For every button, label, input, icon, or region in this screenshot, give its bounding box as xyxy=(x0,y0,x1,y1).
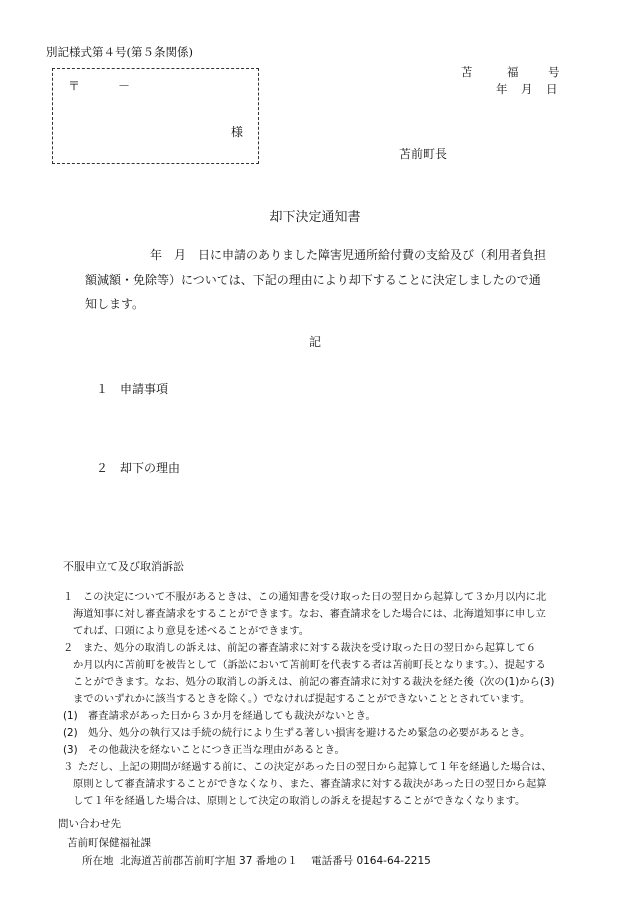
appeal-p2-line4: までのいずれかに該当するときを除く。）でなければ提起することができないこととされています。 xyxy=(73,693,531,705)
contact-heading: 問い合わせ先 xyxy=(58,818,121,830)
appeal-sub2-text: 処分、処分の執行又は手続の続行により生ずる著しい損害を避けるため緊急の必要があるとき。 xyxy=(88,727,531,739)
doc-number-suffix: 号 xyxy=(548,65,560,79)
body-line-3: 知します。 xyxy=(85,297,145,311)
date-month: 月 xyxy=(521,82,533,96)
appeal-p1-number: １ xyxy=(63,591,74,603)
document-date xyxy=(496,81,558,97)
body-line-1: 年 月 日に申請のありました障害児通所給付費の支給及び（利用者負担 xyxy=(150,248,547,262)
appeal-sub3-text: その他裁決を経ないことにつき正当な理由があるとき。 xyxy=(88,744,345,756)
appeal-p1-line2: 海道知事に対し審査請求をすることができます。なお、審査請求をした場合には、北海道知事に申し立 xyxy=(73,608,546,620)
appeal-sub1-number: (1) xyxy=(63,710,78,722)
issuer: 苫前町長 xyxy=(399,147,448,161)
contact-department: 苫前町保健福祉課 xyxy=(67,837,151,849)
date-year: 年 xyxy=(496,82,508,96)
doc-number-middle: 福 xyxy=(507,65,519,79)
appeal-sub2-number: (2) xyxy=(63,727,78,739)
appeal-p3-line1: ただし、上記の期間が経過する前に、この決定があった日の翌日から起算して１年を経過した場合は、 xyxy=(78,761,552,773)
appeal-p1-line1: この決定について不服があるときは、この通知書を受け取った日の翌日から起算して３か月以内に北 xyxy=(83,591,547,603)
address-label: 所在地 xyxy=(82,855,114,867)
appeal-p2-line2: か月以内に苫前町を被告として（訴訟において苫前町を代表する者は苫前町長となります。）、提起する xyxy=(73,659,546,671)
appeal-p2-line1: また、処分の取消しの訴えは、前記の審査請求に対する裁決を受け取った日の翌日から起算して６ xyxy=(83,642,537,654)
postal-dash: － xyxy=(118,79,131,93)
appeal-heading: 不服申立て及び取消訴訟 xyxy=(63,560,184,573)
appeal-p3-line3: して１年を経過した場合は、原則として決定の取消しの訴えを提起することができなくなります。 xyxy=(73,795,526,807)
body-line-2: 額減額・免除等）については、下記の理由により却下することに決定しましたので通 xyxy=(85,273,541,287)
document-title: 却下決定通知書 xyxy=(269,210,361,225)
address-box xyxy=(52,68,259,164)
contact-line xyxy=(82,853,431,868)
appeal-sub3-number: (3) xyxy=(63,744,78,756)
form-number: 別記様式第４号(第５条関係) xyxy=(46,45,193,59)
phone-value: 0164-64-2215 xyxy=(356,855,431,867)
address-value: 北海道苫前郡苫前町字旭 37 番地の１ xyxy=(120,855,298,867)
item-rejection-reason: ２ 却下の理由 xyxy=(96,461,181,475)
doc-number-prefix: 苫 xyxy=(461,65,473,79)
appeal-sub1-text: 審査請求があった日から３か月を経過しても裁決がないとき。 xyxy=(88,710,376,722)
item-application: １ 申請事項 xyxy=(96,382,169,396)
appeal-p2-number: ２ xyxy=(63,642,74,654)
appeal-p3-line2: 原則として審査請求することができなくなり、また、審査請求に対する裁決があった日の翌日から起算 xyxy=(73,778,547,790)
ki-marker: 記 xyxy=(308,335,321,349)
postal-mark: 〒 xyxy=(68,79,81,93)
phone-label: 電話番号 xyxy=(311,855,354,867)
appeal-p1-line3: てれば、口頭により意見を述べることができます。 xyxy=(73,625,310,637)
appeal-p3-number: ３ xyxy=(63,761,74,773)
honorific: 様 xyxy=(231,125,244,139)
appeal-p2-line3: ことができます。なお、処分の取消しの訴えは、前記の審査請求に対する裁決を経た後（次の(1)から(3) xyxy=(73,676,555,688)
date-day: 日 xyxy=(546,82,558,96)
document-number xyxy=(461,64,560,80)
